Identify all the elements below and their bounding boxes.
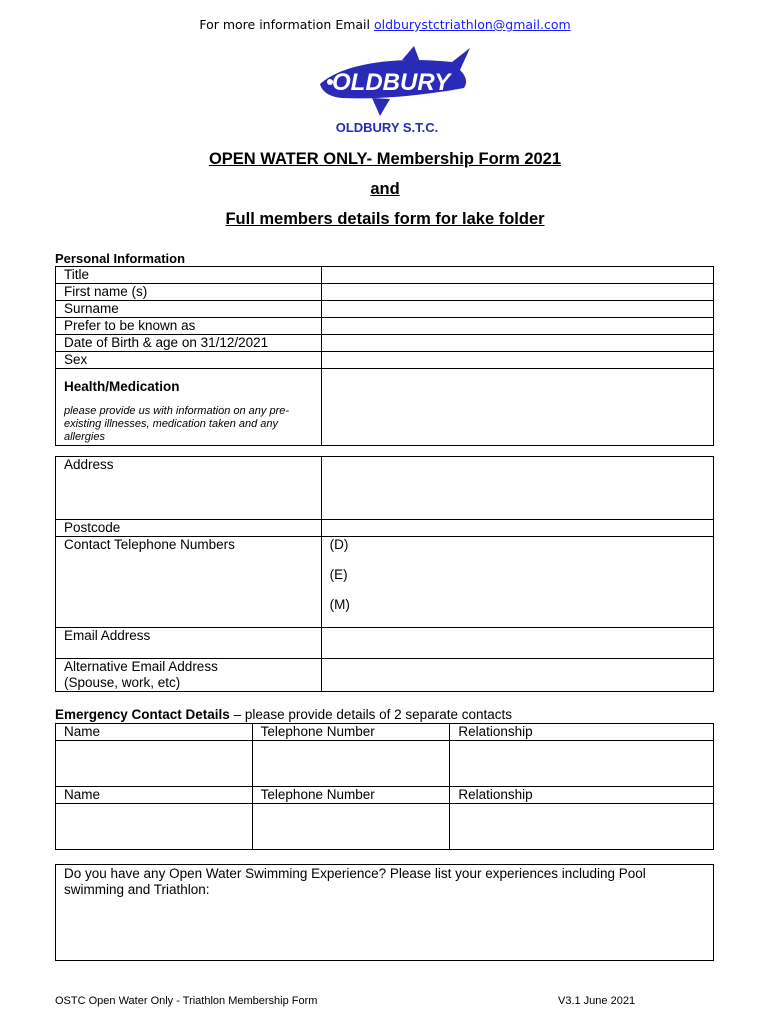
info-email-link[interactable]: oldburystctriathlon@gmail.com (373, 17, 571, 32)
surname-label: Surname (56, 301, 322, 318)
emergency-1-phone-field[interactable] (252, 741, 450, 787)
personal-info-label: Personal Information (55, 251, 186, 266)
personal-info-table (55, 266, 714, 446)
postcode-label: Postcode (56, 520, 322, 537)
address-field[interactable] (321, 457, 713, 520)
emergency-label: Emergency Contact Details (55, 707, 230, 722)
known-as-field[interactable] (321, 318, 713, 335)
phone-m-label: (M) (329, 597, 350, 612)
postcode-field[interactable] (321, 520, 713, 537)
emergency-1-relationship-header: Relationship (450, 724, 714, 741)
emergency-2-relationship-header: Relationship (450, 787, 714, 804)
alt-email-label: Alternative Email Address (64, 659, 218, 674)
footer-version: V3.1 June 2021 (558, 995, 636, 1007)
club-logo (302, 42, 472, 138)
info-line (0, 17, 770, 32)
experience-question: Do you have any Open Water Swimming Experience? Please list your experiences including Pool swimming and Triathlon: (64, 866, 646, 897)
alt-email-field[interactable] (321, 659, 713, 692)
emergency-1-name-field[interactable] (56, 741, 253, 787)
footer-left: OSTC Open Water Only - Triathlon Membership Form (55, 995, 318, 1007)
health-cell (56, 369, 322, 446)
first-name-field[interactable] (321, 284, 713, 301)
first-name-label: First name (s) (56, 284, 322, 301)
emergency-2-phone-field[interactable] (252, 804, 450, 850)
emergency-2-name-field[interactable] (56, 804, 253, 850)
experience-box[interactable] (55, 864, 714, 961)
logo-caption: OLDBURY S.T.C. (335, 120, 439, 135)
health-field[interactable] (321, 369, 713, 446)
info-prefix: For more information Email (199, 17, 374, 32)
contact-table (55, 456, 714, 692)
phone-e-label: (E) (329, 567, 348, 582)
alt-email-note: (Spouse, work, etc) (64, 675, 181, 690)
emergency-1-name-header: Name (56, 724, 253, 741)
title-line-3: Full members details form for lake folder (225, 210, 545, 228)
emergency-2-phone-header: Telephone Number (252, 787, 450, 804)
emergency-2-relationship-field[interactable] (450, 804, 714, 850)
emergency-2-name-header: Name (56, 787, 253, 804)
phone-d-label: (D) (329, 537, 349, 552)
emergency-label-note: – please provide details of 2 separate contacts (229, 707, 512, 722)
known-as-label: Prefer to be known as (56, 318, 322, 335)
emergency-table (55, 723, 714, 850)
phone-label: Contact Telephone Numbers (56, 537, 322, 628)
title-line-2: and (370, 180, 400, 198)
alt-email-cell (56, 659, 322, 692)
title-line-1: OPEN WATER ONLY- Membership Form 2021 (208, 150, 562, 168)
surname-field[interactable] (321, 301, 713, 318)
sex-label: Sex (56, 352, 322, 369)
dob-label: Date of Birth & age on 31/12/2021 (56, 335, 322, 352)
health-note: please provide us with information on any pre-existing illnesses, medication taken and any allergies (64, 405, 290, 443)
title-field[interactable] (321, 267, 713, 284)
health-label: Health/Medication (64, 379, 180, 394)
address-label: Address (56, 457, 322, 520)
emergency-heading (55, 707, 512, 722)
title-label: Title (56, 267, 322, 284)
sex-field[interactable] (321, 352, 713, 369)
logo-text: OLDBURY (332, 69, 451, 96)
dob-field[interactable] (321, 335, 713, 352)
email-label: Email Address (56, 628, 322, 659)
phone-field[interactable] (321, 537, 713, 628)
emergency-1-relationship-field[interactable] (450, 741, 714, 787)
email-field[interactable] (321, 628, 713, 659)
emergency-1-phone-header: Telephone Number (252, 724, 450, 741)
